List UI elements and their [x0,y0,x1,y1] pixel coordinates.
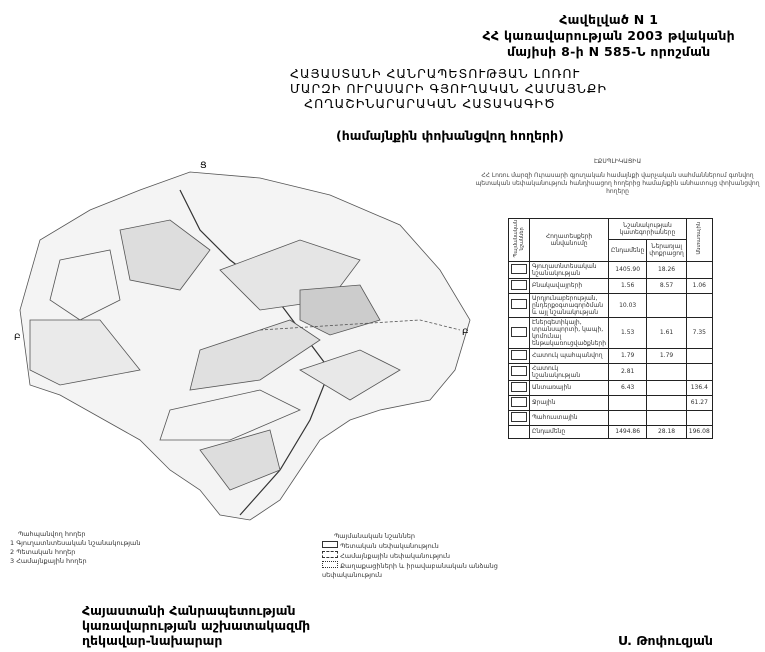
row-label: Հատուկ նշանակության [530,363,609,380]
signature-line-1: Հայաստանի Հանրապետության [82,603,296,618]
row-c3 [686,410,712,425]
row-c1: 6.43 [609,380,647,395]
row-swatch [511,366,527,376]
explication-table [508,218,713,439]
row-c3: 136.4 [686,380,712,395]
east-label: Բ [462,328,469,338]
row-c3 [686,363,712,380]
title-line-1: ՀԱՅԱՍՏԱՆԻ ՀԱՆՐԱՊԵՏՈՒԹՅԱՆ ԼՈՌՈՒ [290,66,581,81]
row-label: Պահուստային [530,410,609,425]
explication-text: ՀՀ Լոռու մարզի Ուրասարի գյուղական համայնքի վարչական սահմաններում գտնվող պետական սեփականություն հանդիսացող հողերից համայնքին անհատույց փոխանցվող հողերը [475,172,760,195]
legend-left-item: 3 Համայնքային հողեր [10,557,87,565]
row-label: Անտառային [530,380,609,395]
legend-left-heading: Պահպանվող հողեր [18,530,86,538]
row-swatch [511,412,527,422]
signature-line-3: ղեկավար-նախարար [82,633,223,648]
row-c1 [609,410,647,425]
legend-left-item: 2 Պետական հողեր [10,548,76,556]
table-row [509,395,713,410]
row-swatch [511,382,527,392]
legend-right-item: Համայնքային սեփականություն [340,552,450,560]
table-row [509,278,713,293]
row-swatch [511,299,527,309]
row-c3 [686,348,712,363]
row-c2: 1.61 [647,317,687,348]
row-label: Ջրային [530,395,609,410]
row-c1: 1405.90 [609,261,647,278]
row-swatch [511,327,527,337]
row-swatch [511,350,527,360]
total-row [509,425,713,438]
table-row [509,380,713,395]
header-group: Նշանակության կատեգորիաները [609,219,687,240]
west-label: Բ [14,333,21,343]
total-c1: 1494.86 [609,425,647,438]
row-c1: 2.81 [609,363,647,380]
legend-left [10,530,140,566]
north-label: Ց [200,161,207,171]
row-c2: 18.26 [647,261,687,278]
row-c3: 1.06 [686,278,712,293]
row-label: Հատուկ պահպանվող [530,348,609,363]
row-label: Արդյունաբերության, ընդերքօգտագործման և այլ նշանակության [530,293,609,317]
total-label: Ընդամենը [530,425,609,438]
header-col3: Անտառային [696,222,703,256]
row-c1: 1.53 [609,317,647,348]
title-line-3: ՀՈՂԱՇԻՆԱՐԱՐԱԿԱՆ ՀԱՏԱԿԱԳԻԾ [304,96,556,111]
row-c3 [686,293,712,317]
signature-line-2: կառավարության աշխատակազմի [82,618,311,633]
row-c2 [647,395,687,410]
legend-right-item: Պետական սեփականություն [340,542,439,550]
row-label: Բնակավայրերի [530,278,609,293]
row-c1: 1.79 [609,348,647,363]
land-map [0,161,480,530]
annex-line-1: Հավելված N 1 [559,12,659,27]
table-row [509,410,713,425]
annex-line-3: մայիսի 8-ի N 585-Ն որոշման [506,44,711,59]
row-c2 [647,410,687,425]
header-col2: Ներառյալ փոքրացող [647,240,687,261]
legend-swatch [322,541,338,548]
row-c1: 10.03 [609,293,647,317]
document-title [290,66,608,111]
row-c3 [686,261,712,278]
row-c2: 1.79 [647,348,687,363]
document-subtitle: (համայնքին փոխանցվող հողերի) [336,128,564,143]
legend-right-heading: Պայմանական նշաններ [334,532,416,540]
total-c3: 196.08 [686,425,712,438]
row-c2 [647,293,687,317]
table-row [509,317,713,348]
header-land-type: Հողատեսքերի անվանումը [530,219,609,262]
row-swatch [511,397,527,407]
explication-heading: ԷՔՍՊԼԻԿԱՑԻԱ [593,158,642,165]
legend-swatch [322,561,338,568]
table-row [509,363,713,380]
row-c1 [609,395,647,410]
row-label: Գյուղատնտեսական նշանակության [530,261,609,278]
table-row [509,348,713,363]
row-label: Էներգետիկայի, տրանսպորտի, կապի, կոմունալ ենթակառուցվածքների [530,317,609,348]
row-swatch [511,280,527,290]
annex-line-2: ՀՀ կառավարության 2003 թվականի [482,28,735,43]
row-c3: 61.27 [686,395,712,410]
signatory-name: Ս. Թոփուզյան [618,633,713,648]
table-row [509,261,713,278]
row-c2: 8.57 [647,278,687,293]
legend-left-item: 1 Գյուղատնտեսական նշանակության [10,539,141,547]
title-line-2: ՄԱՐԶԻ ՈՒՐԱՍԱՐԻ ԳՅՈՒՂԱԿԱՆ ՀԱՄԱՅՆՔԻ [290,81,608,96]
row-c2 [647,380,687,395]
annex-header [482,12,735,60]
header-symbol: Պայմանական նշաններ [513,220,525,258]
total-c2: 28.18 [647,425,687,438]
row-c2 [647,363,687,380]
header-col1: Ընդամենը [609,240,647,261]
signature-block [82,603,310,648]
explication-caption [475,158,760,196]
legend-swatch [322,551,338,558]
legend-right-item: Քաղաքացիների և իրավաբանական անձանց սեփականություն [322,562,498,579]
row-c1: 1.56 [609,278,647,293]
table-row [509,293,713,317]
row-c3: 7.35 [686,317,712,348]
legend-right [322,532,522,580]
row-swatch [511,264,527,274]
